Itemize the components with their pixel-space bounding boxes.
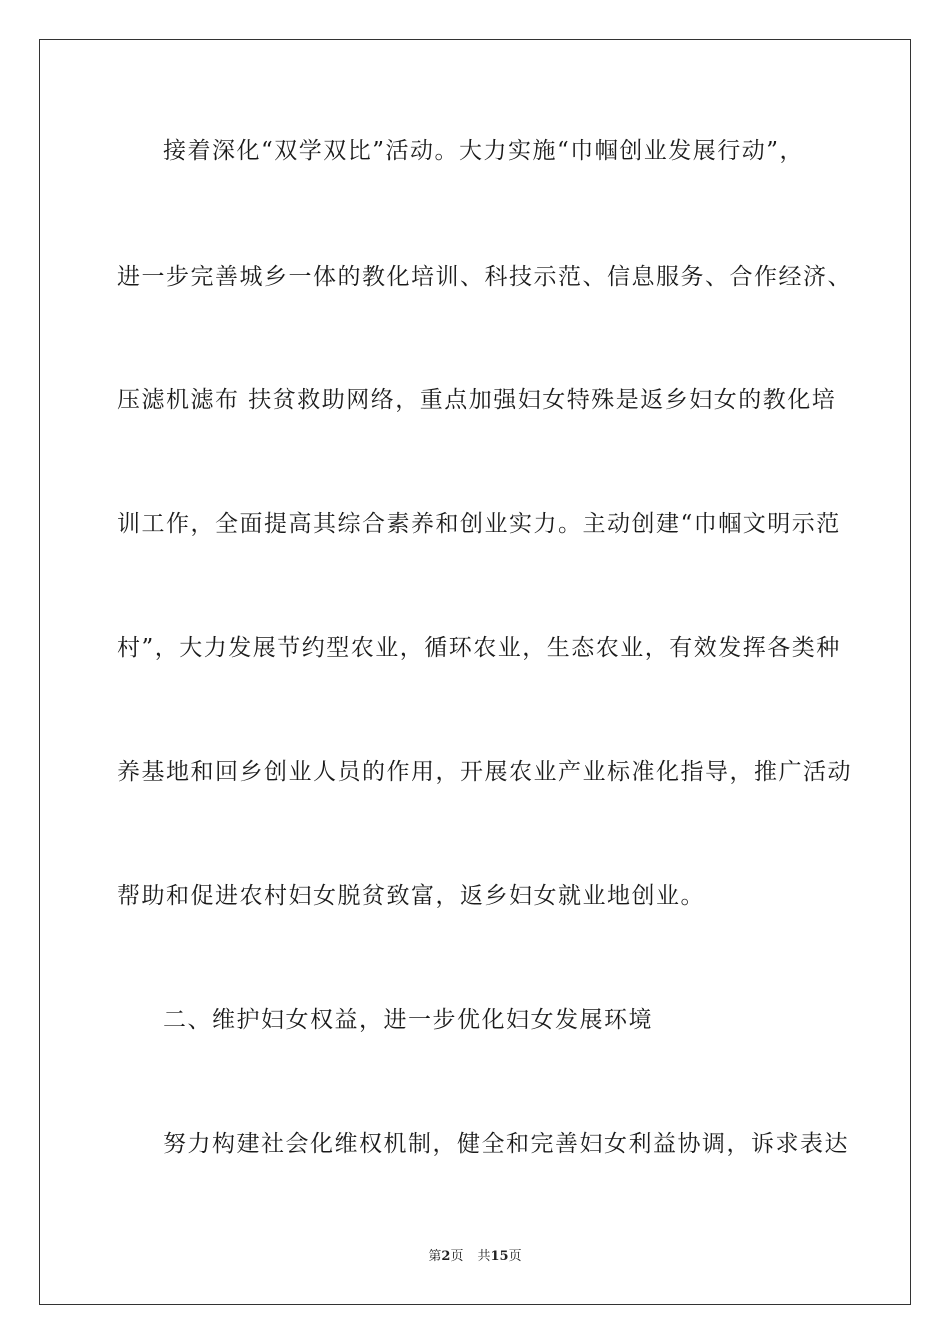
paragraph-line-9: 努力构建社会化维权机制，健全和完善妇女利益协调，诉求表达 bbox=[163, 1131, 849, 1157]
section-heading: 二、维护妇女权益，进一步优化妇女发展环境 bbox=[163, 1007, 653, 1033]
page-border bbox=[39, 39, 911, 1305]
paragraph-line-7: 帮助和促进农村妇女脱贫致富，返乡妇女就业地创业。 bbox=[117, 883, 705, 909]
paragraph-line-1: 接着深化“双学双比”活动。大力实施“巾帼创业发展行动”， bbox=[163, 138, 805, 164]
paragraph-line-6: 养基地和回乡创业人员的作用，开展农业产业标准化指导，推广活动 bbox=[117, 759, 852, 785]
paragraph-line-3: 压滤机滤布 扶贫救助网络，重点加强妇女特殊是返乡妇女的教化培 bbox=[117, 387, 837, 413]
paragraph-line-2: 进一步完善城乡一体的教化培训、科技示范、信息服务、合作经济、 bbox=[117, 264, 852, 290]
total-pages: 15 bbox=[490, 1249, 509, 1264]
page-label-suffix: 页 bbox=[450, 1249, 464, 1264]
paragraph-line-4: 训工作，全面提高其综合素养和创业实力。主动创建“巾帼文明示范 bbox=[117, 511, 841, 537]
paragraph-line-5: 村”，大力发展节约型农业，循环农业，生态农业，有效发挥各类种 bbox=[117, 635, 841, 661]
page-number: 2 bbox=[441, 1249, 451, 1264]
total-label-prefix: 共 bbox=[477, 1249, 491, 1264]
page-label-prefix: 第 bbox=[428, 1249, 442, 1264]
page-footer bbox=[0, 1248, 950, 1266]
total-label-suffix: 页 bbox=[508, 1249, 522, 1264]
